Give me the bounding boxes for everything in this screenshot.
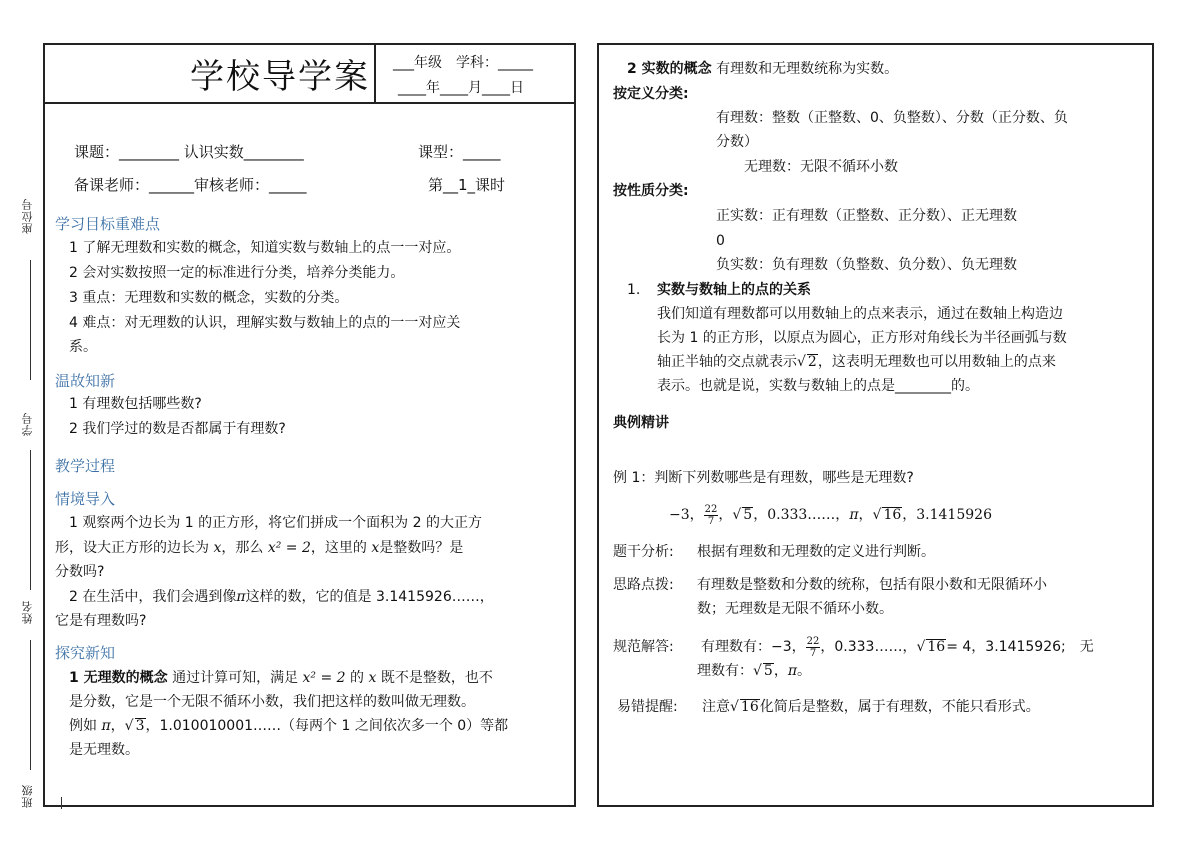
- nature-heading: 按性质分类:: [613, 183, 689, 199]
- nature-line: 正实数：正有理数（正整数、正分数）、正无理数: [716, 208, 1017, 224]
- tip-text: 有理数是整数和分数的统称，包括有限小数和无限循环小: [697, 577, 1047, 593]
- axis-line: 我们知道有理数都可以用数轴上的点来表示，通过在数轴上构造边: [657, 306, 1063, 322]
- goal-line: 2 会对实数按照一定的标准进行分类，培养分类能力。: [69, 265, 405, 281]
- concept-line: 1 无理数的概念 通过计算可知，满足 x² = 2 的 x 既不是整数，也不: [69, 670, 493, 686]
- grade-subject-field: ___年级 学科：_____: [393, 55, 533, 71]
- solution-label: 规范解答:: [613, 639, 674, 655]
- review-question: 2 我们学过的数是否都属于有理数?: [69, 421, 286, 437]
- goal-line: 4 难点：对无理数的认识，理解实数与数轴上的点的一一对应关: [69, 315, 461, 331]
- section-heading-goals: 学习目标重难点: [55, 215, 161, 233]
- binding-line: [30, 450, 31, 590]
- definition-line: 分数）: [716, 134, 758, 150]
- error-label: 易错提醒:: [617, 699, 678, 715]
- goal-line: 1 了解无理数和实数的概念，知道实数与数轴上的点一一对应。: [69, 240, 461, 256]
- intro-line: 分数吗?: [55, 564, 105, 580]
- header-vdivider: [374, 45, 376, 102]
- section-heading-new: 探究新知: [55, 644, 116, 662]
- example-number-list: −3， $\frac{22}{7}$ ，√ 5，0.333……，π，√ 16，3.1415926: [669, 503, 992, 527]
- tip-label: 思路点拨:: [613, 577, 674, 593]
- name-label: 姓名: [21, 600, 34, 624]
- nature-line: 0: [716, 233, 725, 249]
- left-panel: [43, 43, 576, 807]
- date-field: ____年____月____日: [398, 80, 524, 96]
- concept-line: 例如 π，√ 3，1.010010001……（每两个 1 之间依次多一个 0）等都: [69, 718, 509, 734]
- solution-text: 有理数有：−3， $\frac{22}{7}$ ，0.333……，√ 16= 4，3.1415926; 无: [701, 635, 1094, 659]
- topic-field: 课题：________ 认识实数________: [74, 143, 304, 161]
- seat-number-label: 座位号: [21, 198, 34, 234]
- examples-heading: 典例精讲: [613, 415, 669, 431]
- axis-heading: 实数与数轴上的点的关系: [657, 282, 811, 298]
- concept-line: 是分数，它是一个无限不循环小数，我们把这样的数叫做无理数。: [69, 694, 475, 710]
- lesson-type-field: 课型：_____: [418, 143, 501, 161]
- binding-line: [30, 640, 31, 770]
- goal-line: 系。: [69, 339, 97, 355]
- analysis-text: 根据有理数和无理数的定义进行判断。: [697, 544, 935, 560]
- concept-line: 是无理数。: [69, 742, 139, 758]
- definition-line: 无理数：无限不循环小数: [744, 159, 898, 175]
- tip-text: 数；无理数是无限不循环小数。: [697, 601, 893, 617]
- review-question: 1 有理数包括哪些数?: [69, 396, 202, 412]
- definition-heading: 按定义分类:: [613, 86, 689, 102]
- class-label: 班级: [21, 784, 34, 808]
- student-number-label: 学号: [21, 412, 34, 436]
- intro-line: 2 在生活中，我们会遇到像π这样的数，它的值是 3.1415926……，: [69, 589, 494, 605]
- header-divider: [45, 102, 574, 104]
- intro-line: 1 观察两个边长为 1 的正方形，将它们拼成一个面积为 2 的大正方: [69, 515, 482, 531]
- period-field: 第__1_课时: [428, 176, 506, 194]
- definition-line: 有理数：整数（正整数、0、负整数）、分数（正分数、负: [716, 110, 1068, 126]
- error-text: 注意√ 16化简后是整数，属于有理数，不能只看形式。: [702, 699, 1040, 715]
- binding-line: [30, 260, 31, 380]
- nature-line: 负实数：负有理数（负整数、负分数）、负无理数: [716, 257, 1017, 273]
- bottom-tick: [61, 797, 62, 809]
- solution-text: 理数有：√ 5，π。: [697, 663, 812, 679]
- section-heading-intro: 情境导入: [55, 490, 116, 508]
- intro-line: 它是有理数吗?: [55, 613, 147, 629]
- axis-line: 轴正半轴的交点就表示√ 2，这表明无理数也可以用数轴上的点来: [657, 354, 1056, 370]
- section-heading-process: 教学过程: [55, 457, 116, 475]
- real-number-concept: 2 实数的概念 有理数和无理数统称为实数。: [627, 61, 899, 77]
- intro-line: 形，设大正方形的边长为 x，那么 x² = 2，这里的 x是整数吗？是: [55, 540, 464, 556]
- list-number: 1.: [627, 282, 641, 298]
- teachers-field: 备课老师：______审核老师：_____: [74, 176, 307, 194]
- right-panel: [597, 43, 1154, 807]
- example-question: 例 1：判断下列数哪些是有理数，哪些是无理数?: [613, 470, 914, 486]
- analysis-label: 题干分析:: [613, 544, 674, 560]
- goal-line: 3 重点：无理数和实数的概念，实数的分类。: [69, 290, 349, 306]
- section-heading-review: 温故知新: [55, 372, 116, 390]
- axis-line: 长为 1 的正方形，以原点为圆心，正方形对角线长为半径画弧与数: [657, 330, 1067, 346]
- axis-line: 表示。也就是说，实数与数轴上的点是________的。: [657, 378, 979, 394]
- page-title: 学校导学案: [190, 57, 370, 97]
